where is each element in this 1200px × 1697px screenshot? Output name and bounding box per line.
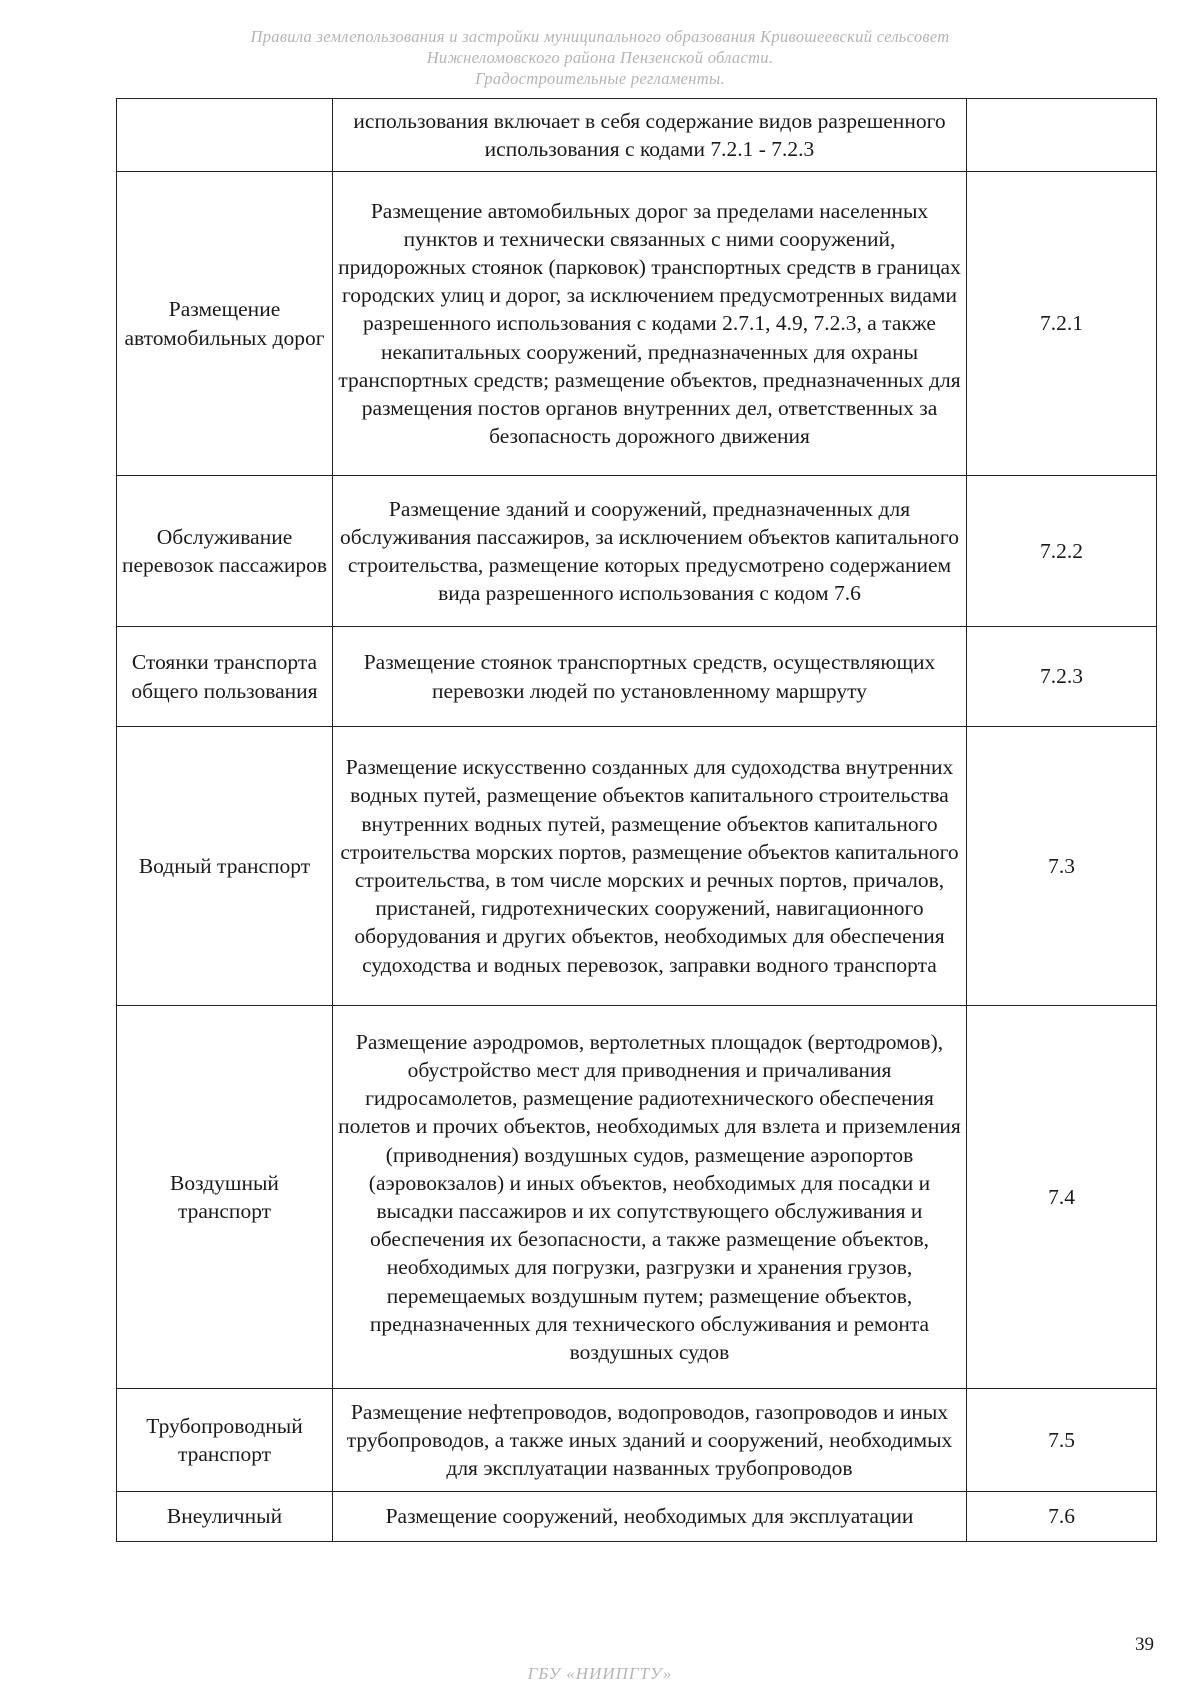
use-name-cell: Обслуживание перевозок пассажиров [117,476,333,627]
table-row [117,172,1157,476]
use-description-cell: Размещение автомобильных дорог за пределами населенных пунктов и технически связанных с ними сооружений, придорожных стоянок (парковок) транспортных средств в границах городских улиц и дорог, за исключением предусмотренных видами разрешенного использования с кодами 2.7.1, 4.9, 7.2.3, а также некапитальных сооружений, предназначенных для охраны транспортных средств; размещение объектов, предназначенных для размещения постов органов внутренних дел, ответственных за безопасность дорожного движения [333,172,967,476]
use-code-cell: 7.2.3 [967,627,1157,727]
land-use-table [116,98,1157,1542]
table-row [117,476,1157,627]
use-code-cell: 7.2.2 [967,476,1157,627]
use-name-cell [117,99,333,172]
use-description-cell: использования включает в себя содержание видов разрешенного использования с кодами 7.2.1 - 7.2.3 [333,99,967,172]
table-row [117,1492,1157,1542]
use-description-cell: Размещение нефтепроводов, водопроводов, газопроводов и иных трубопроводов, а также иных зданий и сооружений, необходимых для эксплуатации названных трубопроводов [333,1389,967,1492]
header-line-3: Градостроительные регламенты. [475,69,725,88]
table-row [117,1006,1157,1389]
use-code-cell: 7.2.1 [967,172,1157,476]
header-line-2: Нижнеломовского района Пензенской области. [426,48,774,67]
table-row [117,727,1157,1006]
table-row [117,99,1157,172]
use-description-cell: Размещение аэродромов, вертолетных площадок (вертодромов), обустройство мест для приводнения и причаливания гидросамолетов, размещение радиотехнического обеспечения полетов и прочих объектов, необходимых для взлета и приземления (приводнения) воздушных судов, размещение аэропортов (аэровокзалов) и иных объектов, необходимых для посадки и высадки пассажиров и их сопутствующего обслуживания и обеспечения их безопасности, а также размещение объектов, необходимых для погрузки, разгрузки и хранения грузов, перемещаемых воздушным путем; размещение объектов, предназначенных для технического обслуживания и ремонта воздушных судов [333,1006,967,1389]
table-row [117,1389,1157,1492]
page-number: 39 [1135,1634,1154,1655]
use-name-cell: Воздушный транспорт [117,1006,333,1389]
use-code-cell: 7.3 [967,727,1157,1006]
use-description-cell: Размещение искусственно созданных для судоходства внутренних водных путей, размещение объектов капитального строительства внутренних водных путей, размещение объектов капитального строительства морских портов, размещение объектов капитального строительства, в том числе морских и речных портов, причалов, пристаней, гидротехнических сооружений, навигационного оборудования и других объектов, необходимых для обеспечения судоходства и водных перевозок, заправки водного транспорта [333,727,967,1006]
use-code-cell: 7.5 [967,1389,1157,1492]
page-footer: ГБУ «НИИПГТУ» [527,1664,673,1683]
header-line-1: Правила землепользования и застройки муниципального образования Кривошеевский сельсовет [250,27,950,46]
use-description-cell: Размещение зданий и сооружений, предназначенных для обслуживания пассажиров, за исключением объектов капитального строительства, размещение которых предусмотрено содержанием вида разрешенного использования с кодом 7.6 [333,476,967,627]
use-description-cell: Размещение сооружений, необходимых для эксплуатации [333,1492,967,1542]
use-name-cell: Внеуличный [117,1492,333,1542]
use-code-cell: 7.6 [967,1492,1157,1542]
page-header [0,26,1200,89]
use-name-cell: Трубопроводный транспорт [117,1389,333,1492]
use-description-cell: Размещение стоянок транспортных средств, осуществляющих перевозки людей по установленному маршруту [333,627,967,727]
use-code-cell: 7.4 [967,1006,1157,1389]
use-name-cell: Размещение автомобильных дорог [117,172,333,476]
use-code-cell [967,99,1157,172]
use-name-cell: Стоянки транспорта общего пользования [117,627,333,727]
use-name-cell: Водный транспорт [117,727,333,1006]
table-row [117,627,1157,727]
